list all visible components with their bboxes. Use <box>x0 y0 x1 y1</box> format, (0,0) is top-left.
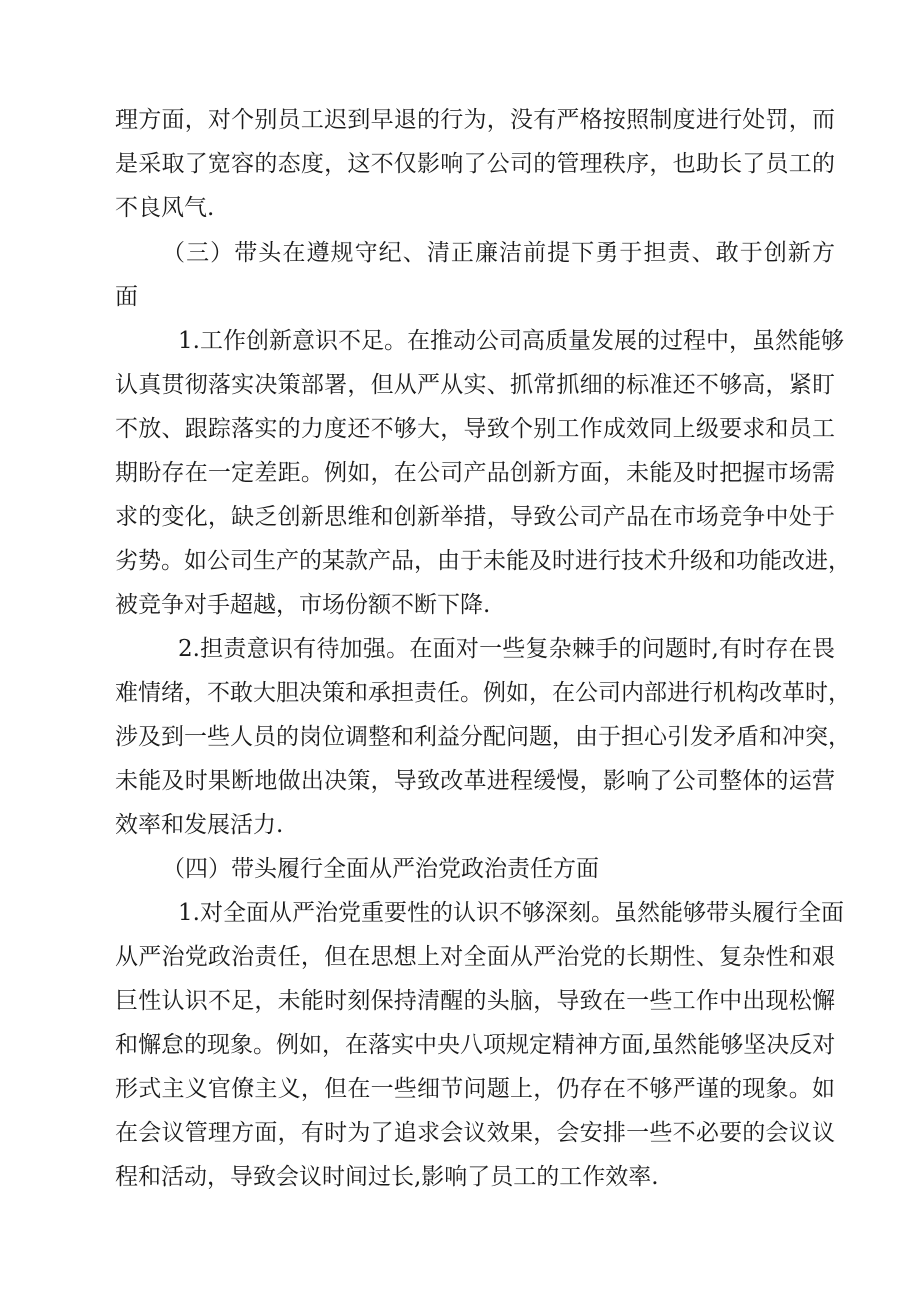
text-line: 期盼存在一定差距。例如，在公司产品创新方面，未能及时把握市场需 <box>115 460 835 486</box>
text-line: 1.工作创新意识不足。在推动公司高质量发展的过程中，虽然能够 <box>178 328 844 354</box>
text-line: 从严治党政治责任，但在思想上对全面从严治党的长期性、复杂性和艰 <box>115 944 835 970</box>
text-line: 求的变化，缺乏创新思维和创新举措，导致公司产品在市场竞争中处于 <box>115 504 835 530</box>
text-line: 是采取了宽容的态度，这不仅影响了公司的管理秩序，也助长了员工的 <box>115 151 835 177</box>
text-line: 巨性认识不足，未能时刻保持清醒的头脑，导致在一些工作中出现松懈 <box>115 988 835 1014</box>
text-line: 2.担责意识有待加强。在面对一些复杂棘手的问题时,有时存在畏 <box>178 636 835 662</box>
text-line: 程和活动，导致会议时间过长,影响了员工的工作效率. <box>115 1164 659 1190</box>
section-heading: （四）带头履行全面从严治党政治责任方面 <box>162 856 599 882</box>
text-line: 涉及到一些人员的岗位调整和利益分配问题，由于担心引发矛盾和冲突， <box>115 724 851 750</box>
text-line: 在会议管理方面，有时为了追求会议效果，会安排一些不必要的会议议 <box>115 1120 835 1146</box>
text-line: 形式主义官僚主义，但在一些细节问题上，仍存在不够严谨的现象。如 <box>115 1076 835 1102</box>
text-line: 被竞争对手超越，市场份额不断下降. <box>115 592 491 618</box>
text-line: 劣势。如公司生产的某款产品，由于未能及时进行技术升级和功能改进， <box>115 548 851 574</box>
text-line: 效率和发展活力. <box>115 812 284 838</box>
text-line: 难情绪，不敢大胆决策和承担责任。例如，在公司内部进行机构改革时， <box>115 680 851 706</box>
text-line: 理方面，对个别员工迟到早退的行为，没有严格按照制度进行处罚，而 <box>115 107 835 133</box>
text-line: 不放、跟踪落实的力度还不够大，导致个别工作成效同上级要求和员工 <box>115 416 835 442</box>
text-line: 未能及时果断地做出决策，导致改革进程缓慢，影响了公司整体的运营 <box>115 768 835 794</box>
section-heading: 面 <box>115 284 138 310</box>
text-line: 和懈怠的现象。例如，在落实中央八项规定精神方面,虽然能够坚决反对 <box>115 1032 836 1058</box>
text-line: 不良风气. <box>115 195 215 221</box>
section-heading: （三）带头在遵规守纪、清正廉洁前提下勇于担责、敢于创新方 <box>162 240 835 266</box>
text-line: 1.对全面从严治党重要性的认识不够深刻。虽然能够带头履行全面 <box>178 900 844 926</box>
text-line: 认真贯彻落实决策部署，但从严从实、抓常抓细的标准还不够高，紧盯 <box>115 372 835 398</box>
